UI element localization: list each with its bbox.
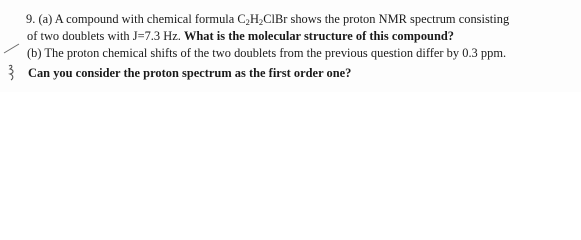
question-a-prompt: What is the molecular structure of this compound? bbox=[183, 29, 454, 43]
question-line-2 bbox=[27, 29, 454, 43]
line2-plain: of two doublets with J=7.3 Hz. bbox=[27, 29, 184, 43]
question-line-4 bbox=[28, 66, 351, 80]
line1-prefix: 9. (a) A compound with chemical formula C bbox=[26, 12, 246, 26]
formula-subscript-c: 2 bbox=[245, 17, 250, 27]
question-b-text: (b) The proton chemical shifts of the two doublets from the previous question differ by 0.3 ppm. bbox=[27, 46, 507, 60]
formula-subscript-h: 2 bbox=[258, 17, 264, 27]
question-line-1 bbox=[26, 12, 509, 26]
question-b-prompt: Can you consider the proton spectrum as the first order one? bbox=[28, 66, 352, 80]
document-page bbox=[0, 0, 581, 92]
question-line-3 bbox=[27, 46, 506, 60]
line1-suffix: ClBr shows the proton NMR spectrum consisting bbox=[263, 12, 510, 26]
formula-h: H bbox=[249, 12, 259, 26]
handwritten-scribble-icon bbox=[0, 0, 26, 92]
